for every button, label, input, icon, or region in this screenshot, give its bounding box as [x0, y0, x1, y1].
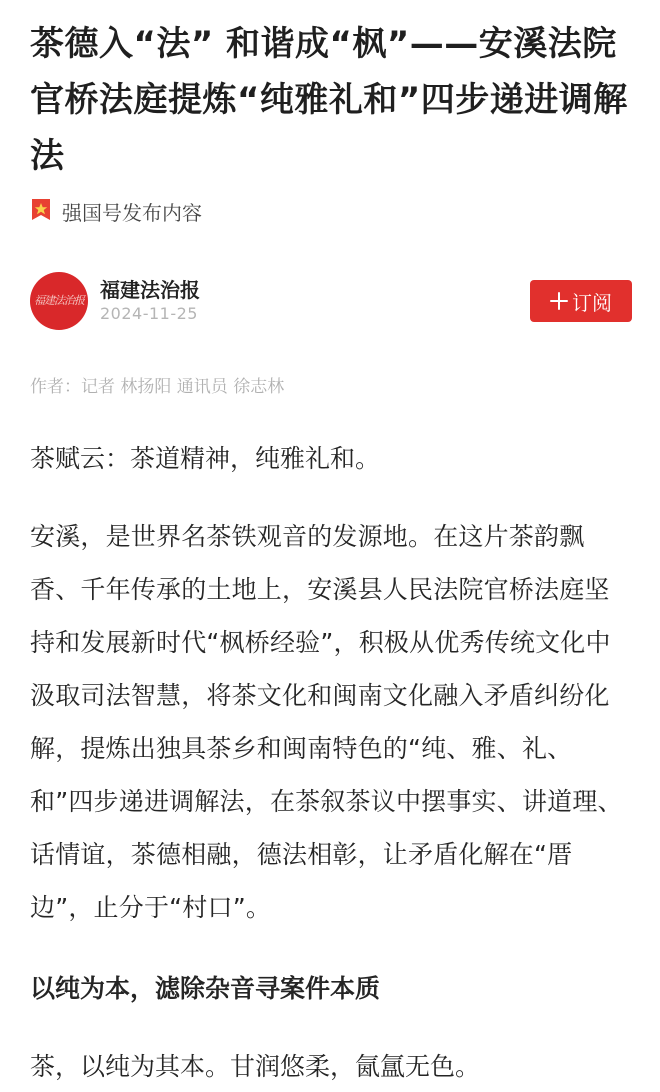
paragraph: 安溪，是世界名茶铁观音的发源地。在这片茶韵飘香、千年传承的土地上，安溪县人民法院官桥法庭坚持和发展新时代“枫桥经验”，积极从优秀传统文化中汲取司法智慧，将茶文化和闽南文化融入矛盾纠纷化解，提炼出独具茶乡和闽南特色的“纯、雅、礼、和”四步递进调解法，在茶叙茶议中摆事实、讲道理、话情谊，茶德相融，德法相彰，让矛盾化解在“厝边”，止分于“村口”。 [30, 522, 623, 922]
plus-icon [550, 292, 568, 310]
section-heading: 以纯为本，滤除杂音寻案件本质 [30, 974, 381, 1003]
subscribe-button[interactable] [530, 280, 632, 322]
avatar-logo-text: 福建法治报 [34, 294, 84, 307]
byline: 作者：记者 林扬阳 通讯员 徐志林 [30, 377, 285, 397]
account-name[interactable]: 福建法治报 [100, 278, 200, 302]
avatar[interactable] [30, 272, 88, 330]
publish-date: 2024-11-25 [100, 304, 198, 323]
author-row [30, 268, 632, 332]
paragraph: 茶赋云：茶道精神，纯雅礼和。 [30, 444, 381, 473]
article-body [30, 434, 630, 1092]
article-title: 茶德入“法” 和谐成“枫”——安溪法院官桥法庭提炼“纯雅礼和”四步递进调解法 [30, 24, 628, 176]
paragraph: 茶，以纯为其本。甘润悠柔，氤氲无色。 [30, 1052, 481, 1081]
subscribe-label: 订阅 [572, 290, 612, 315]
star-badge-icon [30, 198, 52, 224]
source-line [30, 194, 202, 228]
source-label: 强国号发布内容 [62, 200, 202, 225]
